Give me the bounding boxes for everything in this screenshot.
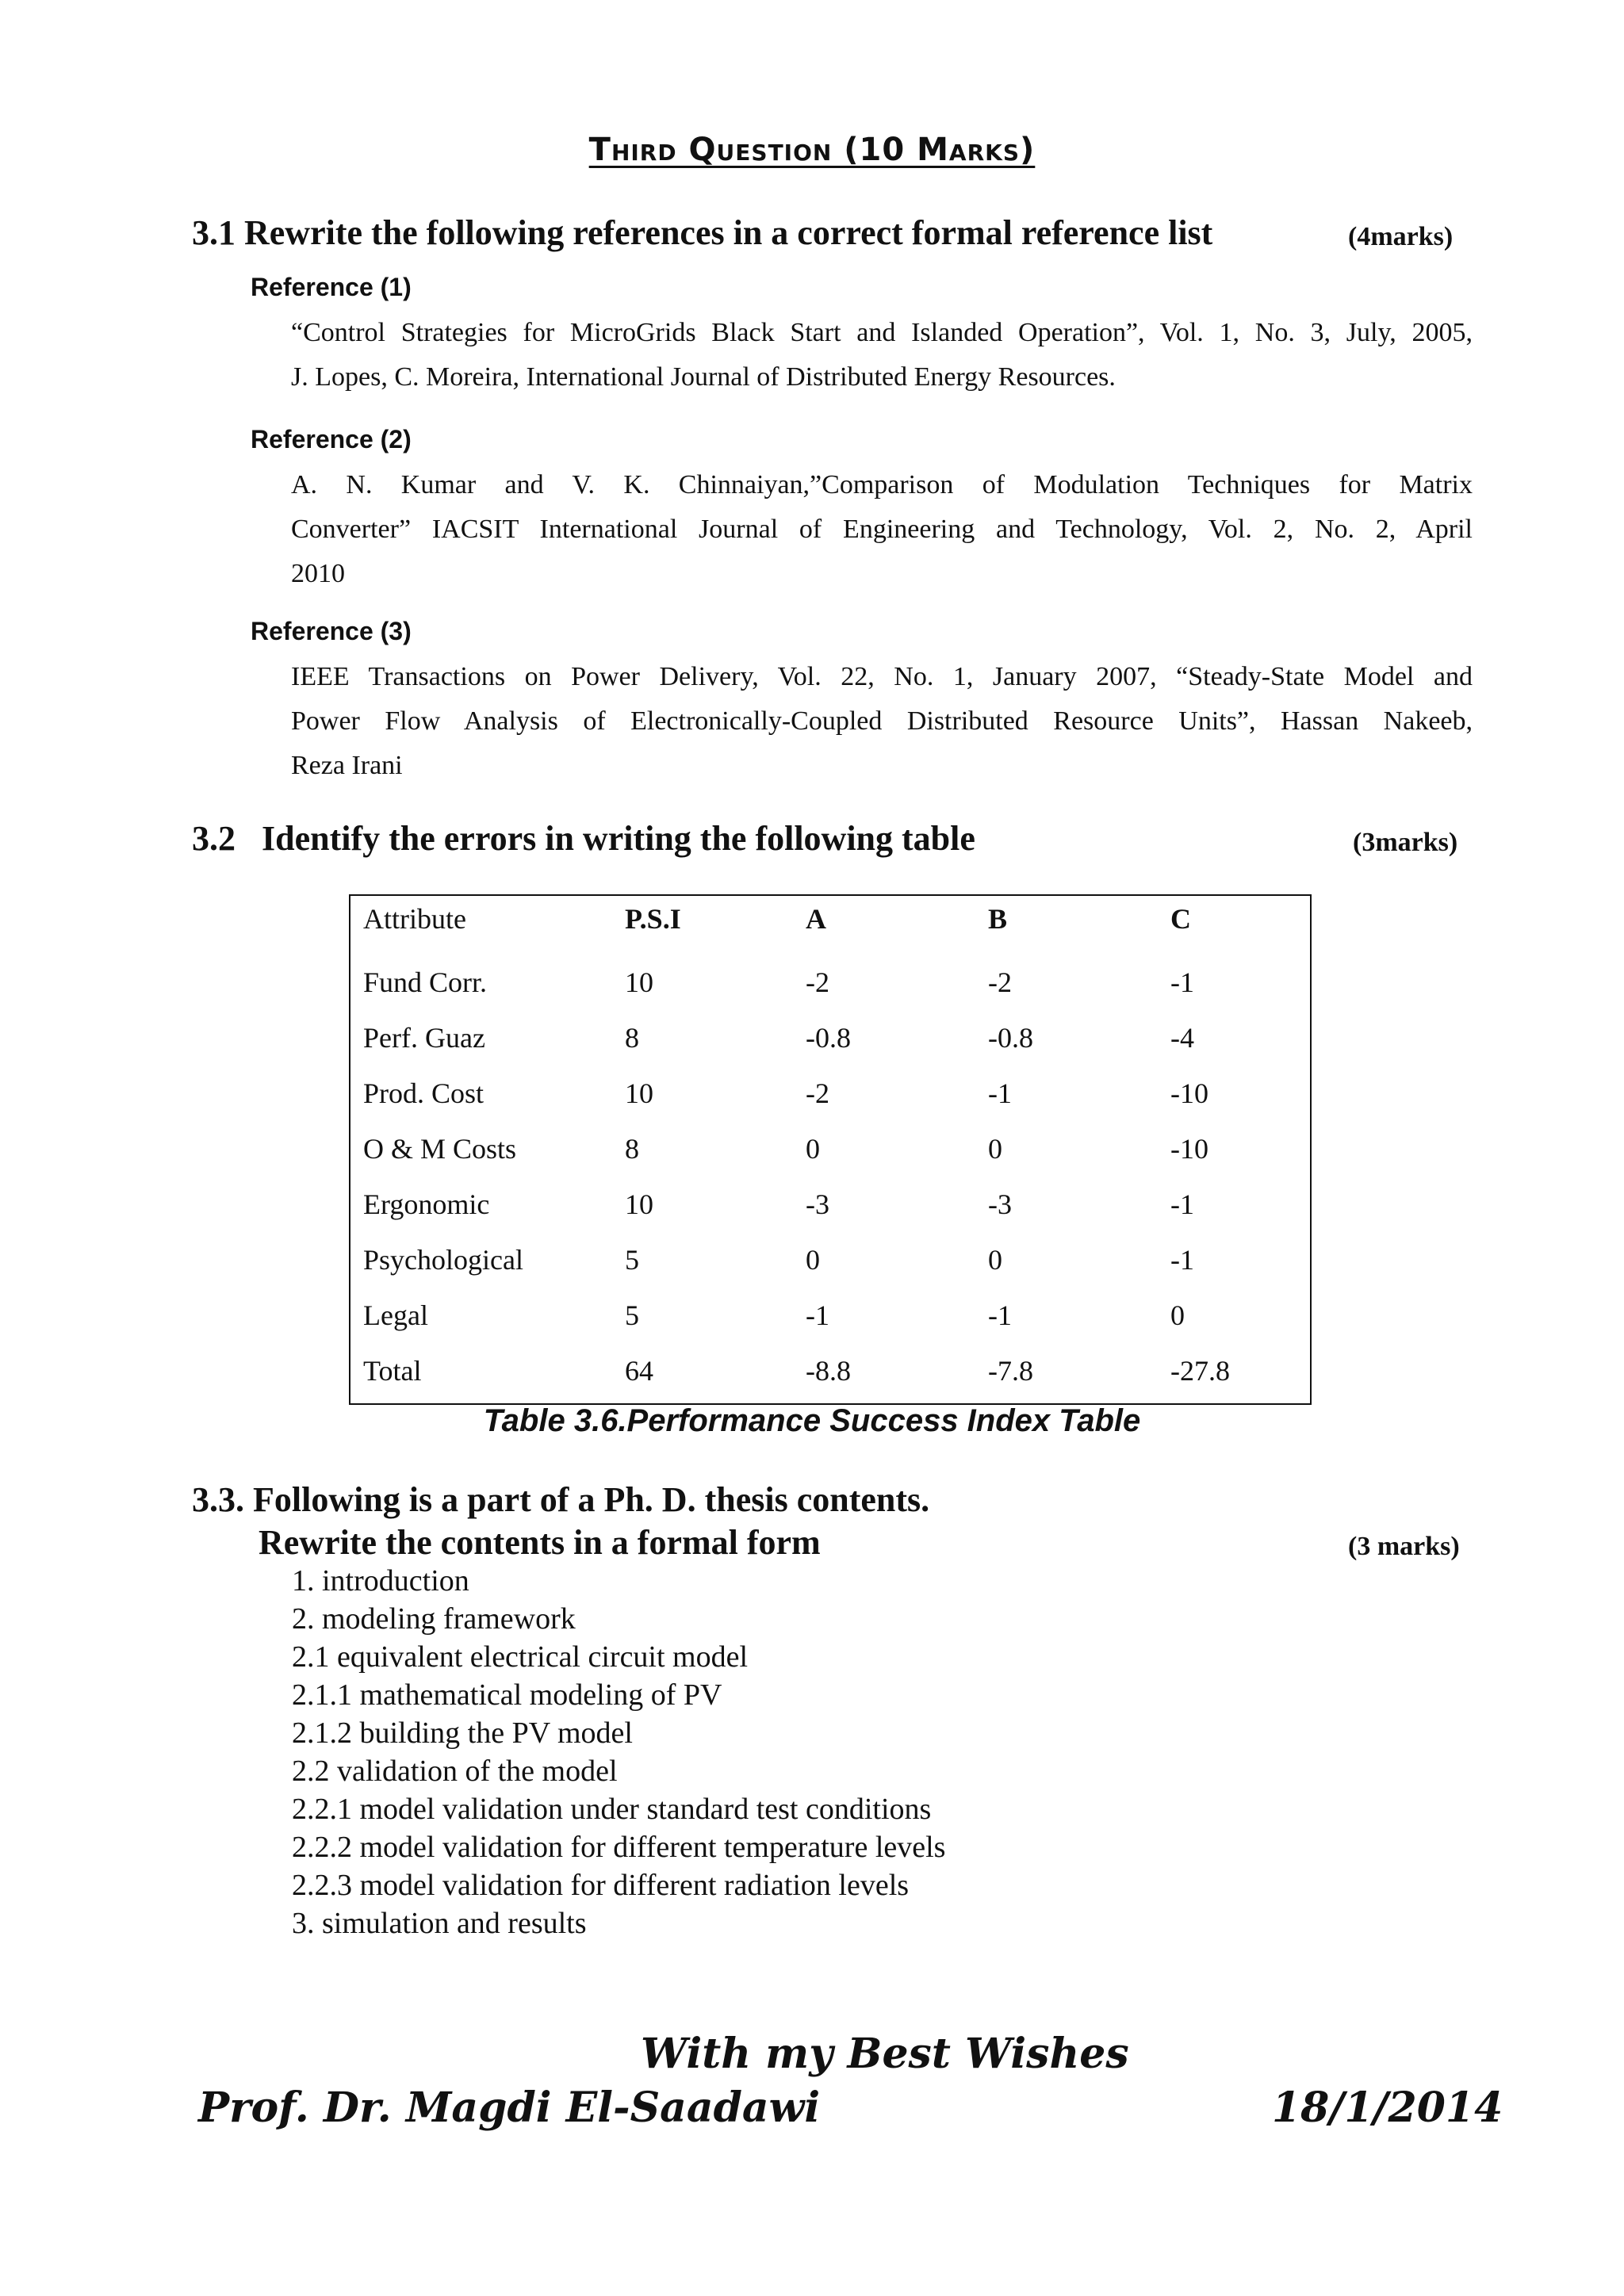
q32-marks: (3marks) bbox=[1353, 828, 1458, 857]
table-cell: -10 bbox=[1170, 1133, 1208, 1165]
table-cell: Psychological bbox=[363, 1244, 523, 1276]
table-cell: Perf. Guaz bbox=[363, 1022, 485, 1054]
toc-line: 2.1 equivalent electrical circuit model bbox=[292, 1640, 749, 1674]
table-cell: 0 bbox=[806, 1133, 820, 1165]
toc-line: 2.2.3 model validation for different radiation levels bbox=[292, 1869, 910, 1902]
reference-1-text bbox=[291, 311, 1473, 400]
table-cell: -3 bbox=[988, 1188, 1012, 1220]
reference-1-line: “Control Strategies for MicroGrids Black Start and Islanded Operation”, Vol. 1, No. 3, July, 2005, bbox=[291, 318, 1473, 347]
table-cell: Prod. Cost bbox=[363, 1077, 485, 1109]
table-caption: Table 3.6.Performance Success Index Table bbox=[483, 1403, 1141, 1438]
table-cell: 0 bbox=[806, 1244, 820, 1276]
toc-line: 2.2 validation of the model bbox=[292, 1755, 618, 1788]
table-cell: -1 bbox=[1170, 1244, 1194, 1276]
table-header-cell: Attribute bbox=[363, 903, 466, 935]
table-cell: -0.8 bbox=[806, 1022, 851, 1054]
reference-3-line: Reza Irani bbox=[291, 751, 403, 780]
performance-table bbox=[349, 894, 1312, 1405]
table-cell: Legal bbox=[363, 1299, 428, 1331]
author-signature: Prof. Dr. Magdi El-Saadawi bbox=[198, 2084, 821, 2132]
table-header-cell: A bbox=[806, 903, 826, 935]
reference-1-label: Reference (1) bbox=[251, 273, 412, 301]
table-cell: -1 bbox=[988, 1077, 1012, 1109]
table-cell: -2 bbox=[806, 1077, 829, 1109]
toc-line: 1. introduction bbox=[292, 1564, 469, 1598]
q33-heading-line2: Rewrite the contents in a formal form bbox=[259, 1523, 821, 1562]
q31-heading: 3.1 Rewrite the following references in a correct formal reference list bbox=[192, 213, 1213, 252]
table-cell: Total bbox=[363, 1355, 422, 1387]
table-header-cell: P.S.I bbox=[625, 903, 681, 935]
table-cell: 5 bbox=[625, 1244, 639, 1276]
table-header-cell: C bbox=[1170, 903, 1191, 935]
reference-2-label: Reference (2) bbox=[251, 425, 412, 453]
table-cell: 10 bbox=[625, 966, 653, 998]
table-cell: -1 bbox=[1170, 966, 1194, 998]
exam-date: 18/1/2014 bbox=[1272, 2084, 1503, 2132]
toc-line: 2.1.1 mathematical modeling of PV bbox=[292, 1678, 722, 1712]
reference-2-line: 2010 bbox=[291, 559, 345, 588]
reference-3-text bbox=[291, 655, 1473, 788]
table-cell: -0.8 bbox=[988, 1022, 1033, 1054]
reference-3-line: Power Flow Analysis of Electronically-Coupled Distributed Resource Units”, Hassan Nakeeb, bbox=[291, 706, 1473, 736]
table-cell: 10 bbox=[625, 1188, 653, 1220]
table-cell: Ergonomic bbox=[363, 1188, 490, 1220]
q32-heading: 3.2 Identify the errors in writing the following table bbox=[192, 819, 975, 858]
toc-line: 2.2.1 model validation under standard test conditions bbox=[292, 1793, 932, 1826]
table-cell: 10 bbox=[625, 1077, 653, 1109]
table-cell: 64 bbox=[625, 1355, 653, 1387]
table-cell: 5 bbox=[625, 1299, 639, 1331]
table-cell: -8.8 bbox=[806, 1355, 851, 1387]
table-cell: -2 bbox=[806, 966, 829, 998]
table-cell: Fund Corr. bbox=[363, 966, 488, 998]
q31-marks: (4marks) bbox=[1348, 222, 1454, 251]
closing-wishes: With my Best Wishes bbox=[641, 2030, 1129, 2078]
table-cell: -1 bbox=[1170, 1188, 1194, 1220]
table-header-cell: B bbox=[988, 903, 1008, 935]
table-cell: -27.8 bbox=[1170, 1355, 1230, 1387]
reference-2-text bbox=[291, 463, 1473, 596]
table-cell: -2 bbox=[988, 966, 1012, 998]
table-cell: -3 bbox=[806, 1188, 829, 1220]
table-cell: O & M Costs bbox=[363, 1133, 517, 1165]
reference-3-label: Reference (3) bbox=[251, 617, 412, 645]
table-cell: 0 bbox=[1170, 1299, 1185, 1331]
table-cell: 0 bbox=[988, 1133, 1002, 1165]
table-cell: -1 bbox=[806, 1299, 829, 1331]
table-cell: -7.8 bbox=[988, 1355, 1033, 1387]
toc-line: 2.1.2 building the PV model bbox=[292, 1716, 633, 1750]
table-cell: -10 bbox=[1170, 1077, 1208, 1109]
q33-heading-line1: 3.3. Following is a part of a Ph. D. thesis contents. bbox=[192, 1480, 930, 1519]
toc-line: 2.2.2 model validation for different temperature levels bbox=[292, 1831, 946, 1864]
q33-marks: (3 marks) bbox=[1348, 1532, 1460, 1561]
table-cell: -4 bbox=[1170, 1022, 1194, 1054]
reference-2-line: Converter” IACSIT International Journal of Engineering and Technology, Vol. 2, No. 2, April bbox=[291, 515, 1473, 544]
table-cell: 0 bbox=[988, 1244, 1002, 1276]
table-cell: 8 bbox=[625, 1133, 639, 1165]
reference-3-line: IEEE Transactions on Power Delivery, Vol. 22, No. 1, January 2007, “Steady-State Model and bbox=[291, 662, 1473, 691]
table-cell: -1 bbox=[988, 1299, 1012, 1331]
table-cell: 8 bbox=[625, 1022, 639, 1054]
toc-line: 3. simulation and results bbox=[292, 1907, 587, 1940]
reference-1-line: J. Lopes, C. Moreira, International Journal of Distributed Energy Resources. bbox=[291, 362, 1116, 392]
page-title: Third Question (10 Marks) bbox=[588, 132, 1036, 168]
reference-2-line: A. N. Kumar and V. K. Chinnaiyan,”Comparison of Modulation Techniques for Matrix bbox=[291, 470, 1473, 499]
toc-line: 2. modeling framework bbox=[292, 1602, 576, 1636]
